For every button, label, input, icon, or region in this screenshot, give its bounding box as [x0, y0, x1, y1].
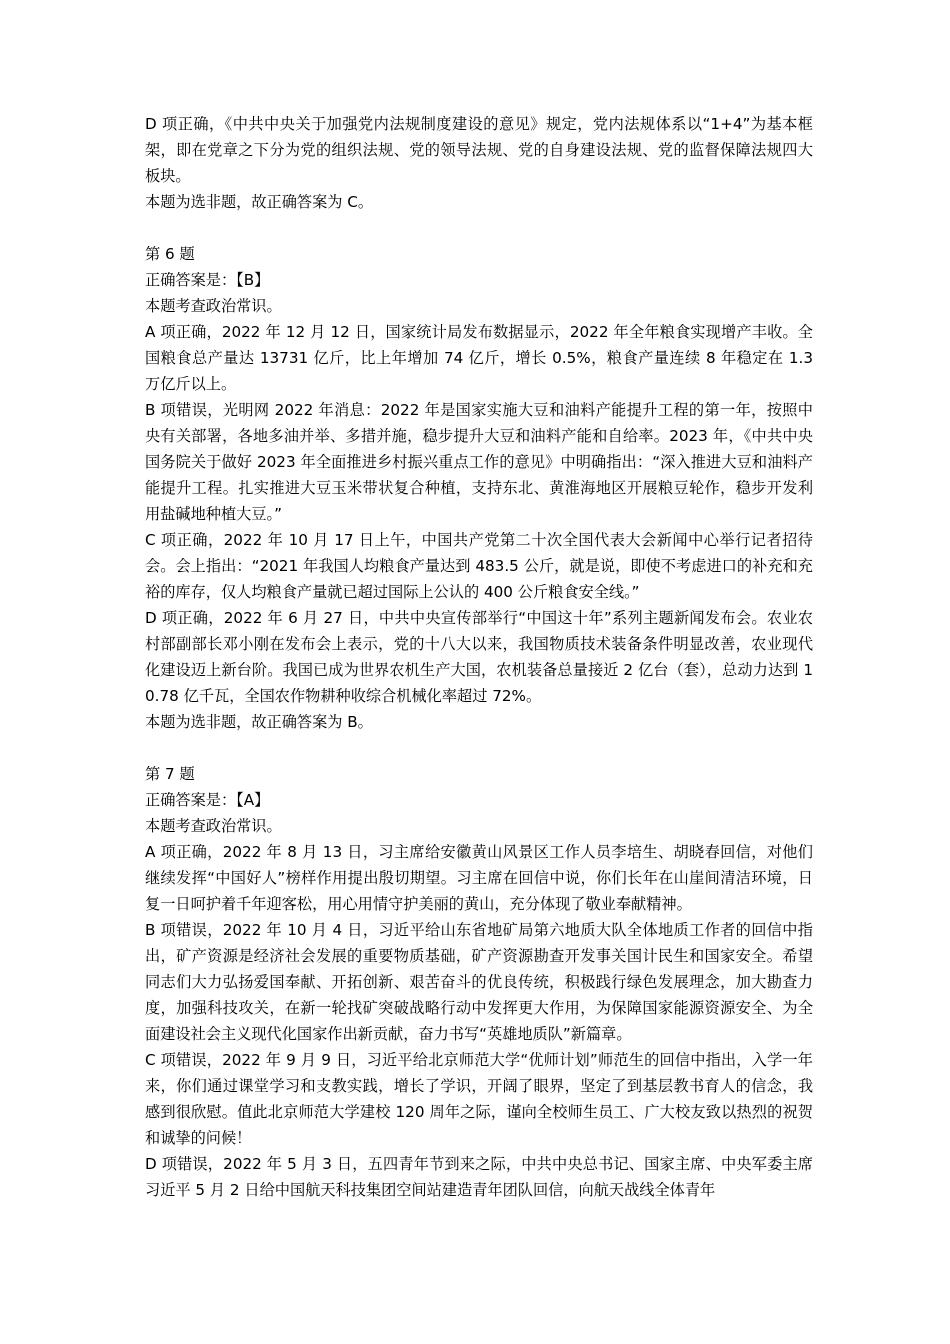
question-6-topic: 本题考查政治常识。: [145, 297, 282, 315]
paragraph-q6-conclusion: 本题为选非题，故正确答案为 B。: [145, 713, 373, 731]
paragraph-q6-option-a: A 项正确，2022 年 12 月 12 日，国家统计局发布数据显示，2022 年全年粮食实现增产丰收。全国粮食总产量达 13731 亿斤，比上年增加 74 亿斤，增长 0.5%，粮食产量连续 8 年稳定在 1.3 万亿斤以上。: [145, 323, 813, 393]
question-7-heading: 第 7 题: [145, 765, 195, 783]
document-body: [145, 111, 813, 1203]
paragraph-q7-option-a: A 项正确，2022 年 8 月 13 日，习主席给安徽黄山风景区工作人员李培生、胡晓春回信，对他们继续发挥“中国好人”榜样作用提出殷切期望。习主席在回信中说，你们长年在山崖间清洁环境，日复一日呵护着千年迎客松，用心用情守护美丽的黄山，充分体现了敬业奉献精神。: [145, 843, 813, 913]
paragraph-q7-option-d: D 项错误，2022 年 5 月 3 日，五四青年节到来之际，中共中央总书记、国家主席、中央军委主席习近平 5 月 2 日给中国航天科技集团空间站建造青年团队回信，向航天战线全体青年: [145, 1155, 813, 1199]
paragraph-q7-option-b: B 项错误，2022 年 10 月 4 日，习近平给山东省地矿局第六地质大队全体地质工作者的回信中指出，矿产资源是经济社会发展的重要物质基础，矿产资源勘查开发事关国计民生和国家安全。希望同志们大力弘扬爱国奉献、开拓创新、艰苦奋斗的优良传统，积极践行绿色发展理念，加大勘查力度，加强科技攻关，在新一轮找矿突破战略行动中发挥更大作用，为保障国家能源资源安全、为全面建设社会主义现代化国家作出新贡献，奋力书写“英雄地质队”新篇章。: [145, 921, 813, 1043]
question-7-answer: 正确答案是：【A】: [145, 791, 270, 809]
paragraph-q6-option-d: D 项正确，2022 年 6 月 27 日，中共中央宣传部举行“中国这十年”系列主题新闻发布会。农业农村部副部长邓小刚在发布会上表示，党的十八大以来，我国物质技术装备条件明显改善，农业现代化建设迈上新台阶。我国已成为世界农机生产大国，农机装备总量接近 2 亿台（套），总动力达到 10.78 亿千瓦，全国农作物耕种收综合机械化率超过 72%。: [145, 609, 813, 705]
paragraph-q5-option-d: D 项正确，《中共中央关于加强党内法规制度建设的意见》规定，党内法规体系以“1+4”为基本框架，即在党章之下分为党的组织法规、党的领导法规、党的自身建设法规、党的监督保障法规四大板块。: [145, 115, 813, 185]
question-7-topic: 本题考查政治常识。: [145, 817, 282, 835]
paragraph-q6-option-c: C 项正确，2022 年 10 月 17 日上午，中国共产党第二十次全国代表大会新闻中心举行记者招待会。会上指出：“2021 年我国人均粮食产量达到 483.5 公斤，就是说，即使不考虑进口的补充和充裕的库存，仅人均粮食产量就已超过国际上公认的 400 公斤粮食安全线。”: [145, 531, 813, 601]
question-6-heading: 第 6 题: [145, 245, 195, 263]
paragraph-spacer: [145, 215, 813, 241]
paragraph-q5-conclusion: 本题为选非题，故正确答案为 C。: [145, 193, 374, 211]
paragraph-q6-option-b: B 项错误，光明网 2022 年消息：2022 年是国家实施大豆和油料产能提升工程的第一年，按照中央有关部署，各地多油并举、多措并施，稳步提升大豆和油料产能和自给率。2023 年，《中共中央 国务院关于做好 2023 年全面推进乡村振兴重点工作的意见》中明确指出：“深入推进大豆和油料产能提升工程。扎实推进大豆玉米带状复合种植，支持东北、黄淮海地区开展粮豆轮作，稳步开发利用盐碱地种植大豆。”: [145, 401, 813, 523]
paragraph-q7-option-c: C 项错误，2022 年 9 月 9 日，习近平给北京师范大学“优师计划”师范生的回信中指出，入学一年来，你们通过课堂学习和支教实践，增长了学识，开阔了眼界，坚定了到基层教书育人的信念，我感到很欣慰。值此北京师范大学建校 120 周年之际，谨向全校师生员工、广大校友致以热烈的祝贺和诚挚的问候！: [145, 1051, 813, 1147]
question-6-answer: 正确答案是：【B】: [145, 271, 270, 289]
paragraph-spacer: [145, 735, 813, 761]
